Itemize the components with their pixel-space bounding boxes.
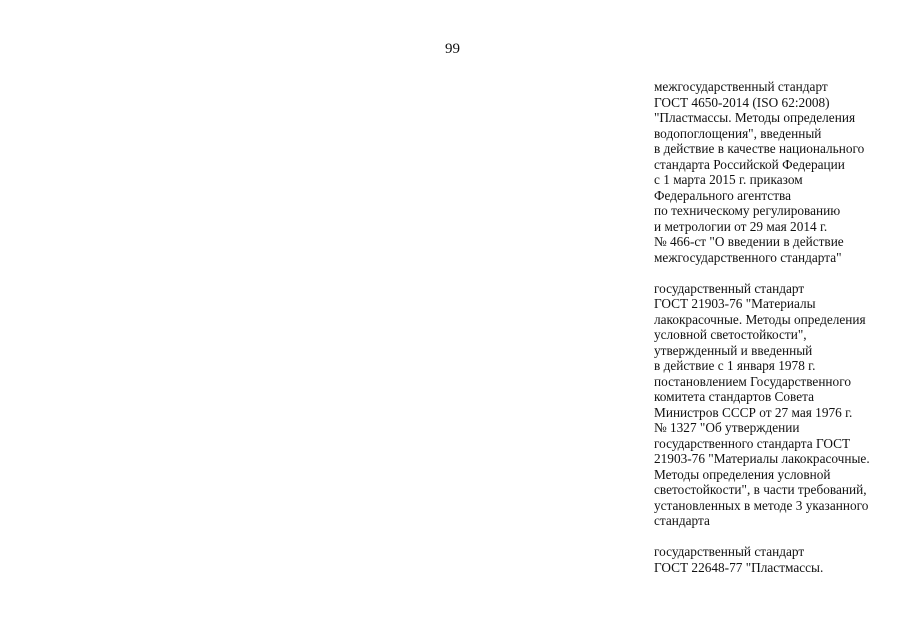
text-line: № 1327 "Об утверждении (654, 420, 800, 435)
text-line: ГОСТ 22648-77 "Пластмассы. (654, 559, 824, 575)
standards-column (654, 79, 899, 591)
text-line: водопоглощения", введенный (654, 125, 822, 141)
text-line: светостойкости", в части требований, (654, 482, 867, 497)
text-line: лакокрасочные. Методы определения (654, 311, 866, 327)
text-line: комитета стандартов Совета (654, 389, 815, 404)
standard-entry-gost-22648 (654, 544, 899, 575)
text-line: ГОСТ 21903-76 "Материалы (654, 296, 816, 311)
text-line: установленных в методе 3 указанного (654, 497, 869, 513)
text-line: ГОСТ 4650-2014 (ISO 62:2008) (654, 94, 830, 110)
text-line: стандарта (654, 513, 710, 528)
text-line: по техническому регулированию (654, 203, 841, 218)
standard-entry-gost-21903 (654, 281, 899, 529)
text-line: 21903-76 "Материалы лакокрасочные. (654, 451, 870, 466)
text-line: утвержденный и введенный (654, 342, 813, 358)
text-line: условной светостойкости", (654, 327, 807, 342)
text-line: и метрологии от 29 мая 2014 г. (654, 218, 828, 234)
text-line: государственного стандарта ГОСТ (654, 435, 851, 451)
text-line: постановлением Государственного (654, 373, 851, 389)
text-line: межгосударственного стандарта" (654, 249, 842, 265)
text-line: государственный стандарт (654, 280, 805, 296)
text-line: государственный стандарт (654, 544, 805, 559)
page-number: 99 (445, 41, 460, 57)
text-line: № 466-ст "О введении в действие (654, 234, 844, 249)
standard-entry-gost-4650 (654, 79, 899, 265)
text-line: стандарта Российской Федерации (654, 156, 845, 172)
text-line: Федерального агентства (654, 187, 792, 203)
text-line: Министров СССР от 27 мая 1976 г. (654, 404, 853, 420)
text-line: Методы определения условной (654, 466, 831, 482)
text-line: в действие в качестве национального (654, 141, 865, 156)
text-line: межгосударственный стандарт (654, 79, 828, 94)
text-line: с 1 марта 2015 г. приказом (654, 172, 803, 187)
text-line: "Пластмассы. Методы определения (654, 110, 856, 125)
text-line: в действие с 1 января 1978 г. (654, 358, 816, 373)
